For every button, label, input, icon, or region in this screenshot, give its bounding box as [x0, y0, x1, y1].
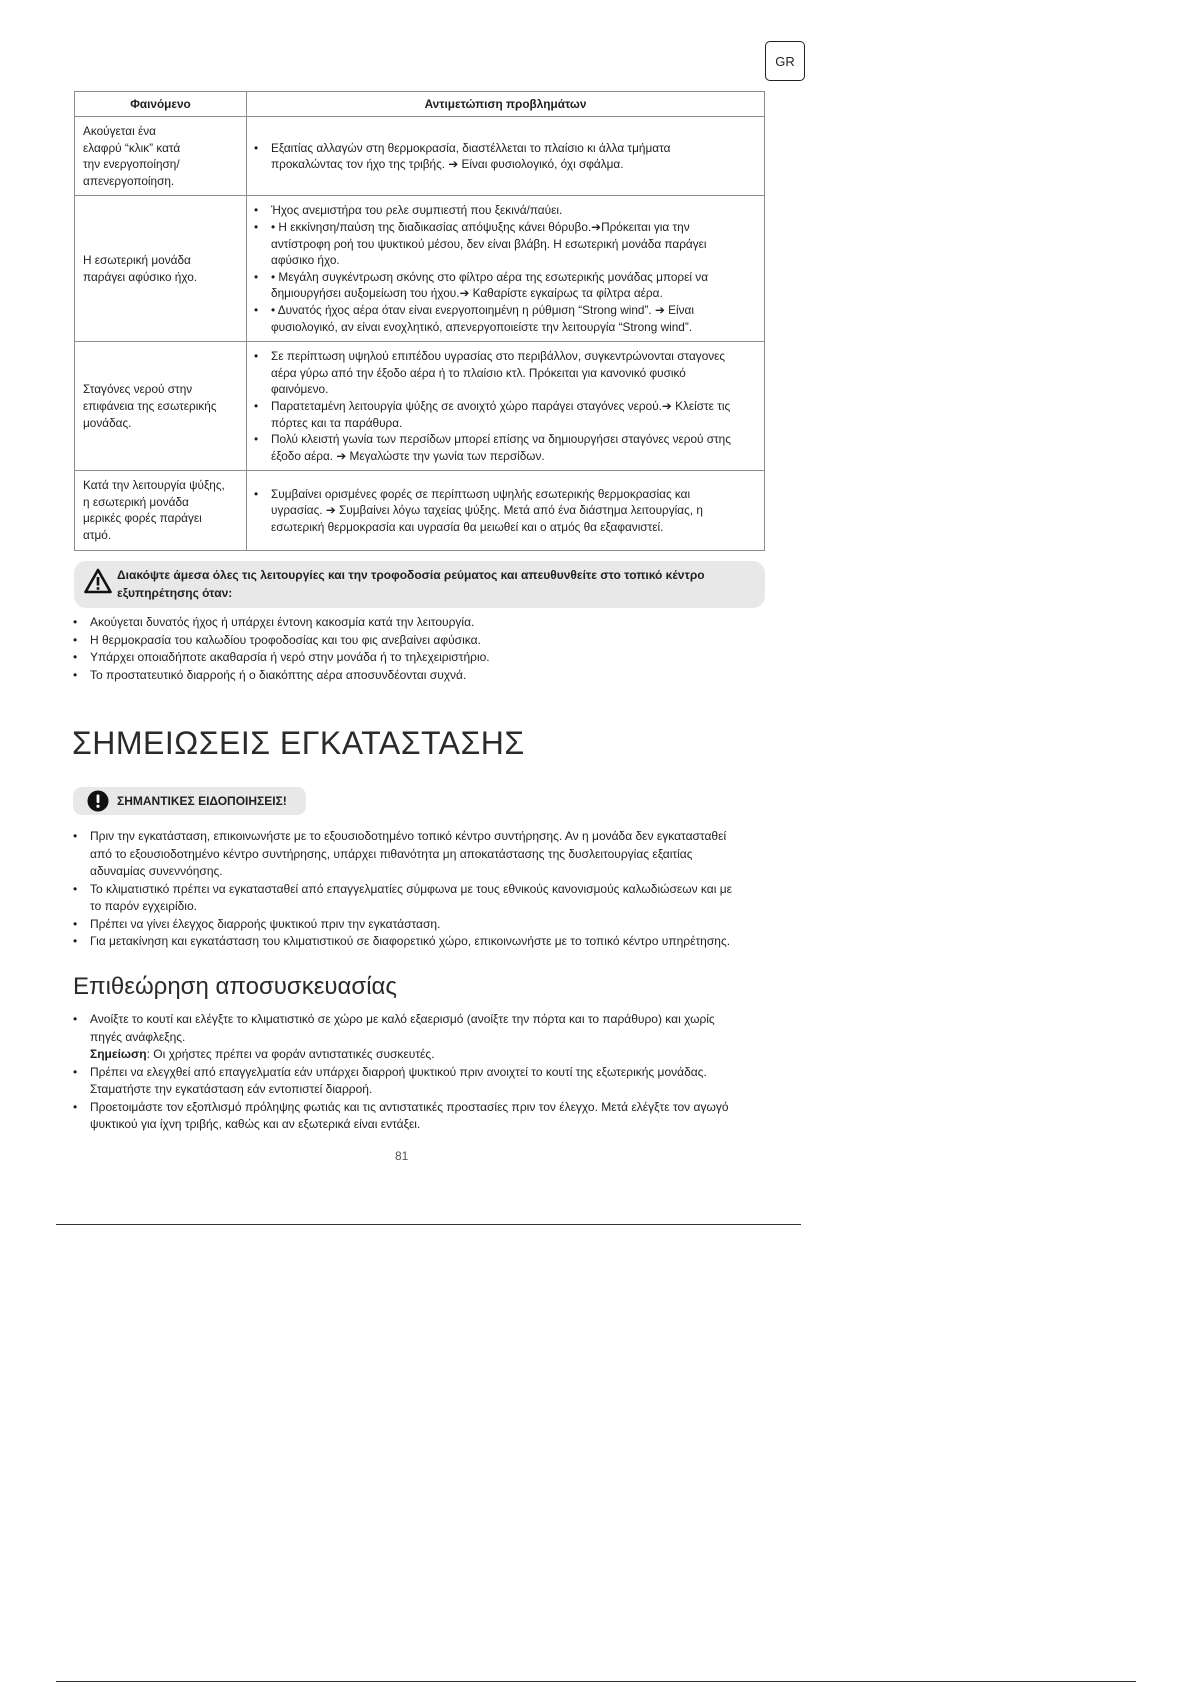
- text-line: Διακόψτε άμεσα όλες τις λειτουργίες και την τροφοδοσία ρεύματος και απευθυνθείτε στο τοπικό κέντρο: [117, 568, 705, 582]
- list-item: • Υπάρχει οποιαδήποτε ακαθαρσία ή νερό στην μονάδα ή το τηλεχειριστήριο.: [73, 649, 773, 667]
- text-line: πηγές ανάφλεξης.: [90, 1029, 186, 1044]
- page-divider: [56, 1224, 801, 1225]
- text-line: • Πολύ κλειστή γωνία των περσίδων μπορεί επίσης να δημιουργήσει σταγόνες νερού στης: [271, 432, 731, 447]
- text-line: αδυναμίας συνεννόησης.: [90, 864, 223, 878]
- installation-notes-list: [73, 828, 773, 951]
- notice-label: ΣΗΜΑΝΤΙΚΕΣ ΕΙΔΟΠΟΙΗΣΕΙΣ!: [117, 794, 287, 808]
- list-item: [73, 828, 773, 881]
- phenomenon-cell: [75, 117, 247, 196]
- phenomenon-cell: [75, 342, 247, 471]
- table-row: [75, 117, 765, 196]
- important-notice-badge: [73, 787, 306, 815]
- exclamation-circle-icon: [87, 790, 109, 812]
- text-line: • Σε περίπτωση υψηλού επιπέδου υγρασίας στο περιβάλλον, συγκεντρώνονται σταγονες: [271, 349, 726, 364]
- note-text: : Οι χρήστες πρέπει να φοράν αντιστατικές συσκευτές.: [146, 1047, 435, 1061]
- solution-item: [254, 219, 754, 269]
- text-line: • Παρατεταμένη λειτουργία ψύξης σε ανοιχτό χώρο παράγει σταγόνες νερού.➔ Κλείστε τις: [271, 398, 731, 413]
- warning-triangle-icon: [84, 568, 112, 594]
- warning-text: [117, 567, 747, 602]
- text-line: φυσιολογικό, αν είναι ενοχλητικό, απενεργοποιείστε την λειτουργία “Strong wind”.: [271, 319, 693, 334]
- text-line: υγρασίας. ➔ Συμβαίνει λόγω ταχείας ψύξης. Μετά από ένα διάστημα λειτουργίας, η: [271, 503, 703, 518]
- text-line: μονάδας.: [83, 415, 132, 430]
- solution-cell: [247, 196, 765, 342]
- text-line: • Πρέπει να ελεγχθεί από επαγγελματία εάν υπάρχει διαρροή ψυκτικού πριν ανοιχτεί το κουτί της εξωτερικής μονάδας.: [90, 1064, 707, 1079]
- text-line: • Εξαιτίας αλλαγών στη θερμοκρασία, διαστέλλεται το πλαίσιο κι άλλα τμήματα: [271, 140, 671, 155]
- table-header-row: [75, 92, 765, 117]
- text-line: φαινόμενο.: [271, 382, 329, 397]
- solution-item: [254, 302, 754, 335]
- text-line: • • Η εκκίνηση/παύση της διαδικασίας απόψυξης κάνει θόρυβο.➔Πρόκειται για την: [271, 219, 690, 234]
- table-row: [75, 196, 765, 342]
- text-line: • Πριν την εγκατάσταση, επικοινωνήστε με το εξουσιοδοτημένο τοπικό κέντρο συντήρησης. Αν η μονάδα δεν εγκατασταθεί: [90, 829, 727, 843]
- solution-cell: [247, 342, 765, 471]
- list-item: [73, 933, 773, 951]
- solution-item: [254, 140, 754, 173]
- text-line: την ενεργοποίηση/: [83, 157, 180, 172]
- solution-item: [254, 269, 754, 302]
- text-line: το παρόν εγχειρίδιο.: [90, 899, 197, 913]
- header-solution: Αντιμετώπιση προβλημάτων: [247, 92, 765, 117]
- header-phenomenon: Φαινόμενο: [75, 92, 247, 117]
- list-item: • Ακούγεται δυνατός ήχος ή υπάρχει έντονη κακοσμία κατά την λειτουργία.: [73, 614, 773, 632]
- phenomenon-cell: [75, 471, 247, 550]
- list-item: [73, 881, 773, 916]
- text-line: μερικές φορές παράγει: [83, 511, 202, 526]
- text-line: ψυκτικού για ίχνη τριβής, καθώς και αν εξωτερικά είναι εντάξει.: [90, 1117, 421, 1131]
- troubleshooting-table: [74, 91, 765, 551]
- text-line: Σταγόνες νερού στην: [83, 382, 193, 397]
- warning-list: [73, 614, 773, 684]
- text-line: Η εσωτερική μονάδα: [83, 253, 191, 268]
- list-item: [73, 1064, 773, 1099]
- list-item: • Η θερμοκρασία του καλωδίου τροφοδοσίας και του φις ανεβαίνει αφύσικα.: [73, 632, 773, 650]
- text-line: • Ήχος ανεμιστήρα του ρελε συμπιεστή που ξεκινά/παύει.: [271, 203, 563, 218]
- text-line: η εσωτερική μονάδα: [83, 494, 189, 509]
- solution-cell: [247, 117, 765, 196]
- text-line: ατμό.: [83, 528, 112, 543]
- solution-item: [254, 486, 754, 536]
- text-line: • Για μετακίνηση και εγκατάσταση του κλιματιστικού σε διαφορετικό χώρο, επικοινωνήστε με το τοπικό κέντρο υπηρέτησης.: [90, 934, 731, 948]
- text-line: • • Μεγάλη συγκέντρωση σκόνης στο φίλτρο αέρα της εσωτερικής μονάδας μπορεί να: [271, 269, 709, 284]
- list-item: • Το προστατευτικό διαρροής ή ο διακόπτης αέρα αποσυνδέονται συχνά.: [73, 667, 773, 685]
- text-line: Κατά την λειτουργία ψύξης,: [83, 478, 225, 493]
- text-line: πόρτες και τα παράθυρα.: [271, 415, 403, 430]
- subsection-title: Επιθεώρηση αποσυσκευασίας: [73, 973, 397, 1000]
- text-line: • Συμβαίνει ορισμένες φορές σε περίπτωση υψηλής εσωτερικής θερμοκρασίας και: [271, 486, 691, 501]
- unpacking-list: [73, 1011, 773, 1134]
- text-line: προκαλώντας τον ήχο της τριβής. ➔ Είναι φυσιολογικό, όχι σφάλμα.: [271, 157, 624, 172]
- section-title: ΣΗΜΕΙΩΣΕΙΣ ΕΓΚΑΤΑΣΤΑΣΗΣ: [72, 725, 525, 761]
- text-line: αντίστροφη ροή του ψυκτικού μέσου, δεν είναι βλάβη. Η εσωτερική μονάδα παράγει: [271, 236, 707, 251]
- solution-cell: [247, 471, 765, 550]
- list-item: [73, 916, 773, 934]
- text-line: • Το κλιματιστικό πρέπει να εγκατασταθεί από επαγγελματίες σύμφωνα με τους εθνικούς κανονισμούς καλωδιώσεων και με: [90, 881, 732, 896]
- table-row: [75, 342, 765, 471]
- text-line: Ακούγεται ένα: [83, 124, 156, 138]
- bottom-divider: [56, 1681, 1136, 1682]
- text-line: • Προετοιμάστε τον εξοπλισμό πρόληψης φωτιάς και τις αντιστατικές προστασίες πριν τον έλεγχο. Μετά ελέγξτε τον αγωγό: [90, 1099, 729, 1114]
- text-line: απενεργοποίηση.: [83, 173, 175, 188]
- text-line: αέρα γύρω από την έξοδο αέρα ή το πλαίσιο κτλ. Πρόκειται για κανονικό φυσικό: [271, 365, 686, 380]
- solution-item: [254, 202, 754, 219]
- text-line: έξοδο αέρα. ➔ Μεγαλώστε την γωνία των περσίδων.: [271, 448, 545, 463]
- note-label: Σημείωση: [90, 1047, 147, 1061]
- text-line: ελαφρύ “κλικ” κατά: [83, 140, 181, 155]
- text-line: παράγει αφύσικο ήχο.: [83, 269, 198, 284]
- text-line: από το εξουσιοδοτημένο κέντρο συντήρησης, υπάρχει πιθανότητα μη αποκατάστασης της δυσλειτουργίας εξαιτίας: [90, 846, 693, 861]
- solution-item: [254, 398, 754, 431]
- text-line: • • Δυνατός ήχος αέρα όταν είναι ενεργοποιημένη η ρύθμιση “Strong wind”. ➔ Είναι: [271, 302, 694, 317]
- text-line: • Ανοίξτε το κουτί και ελέγξτε το κλιματιστικό σε χώρο με καλό εξαερισμό (ανοίξτε την πόρτα και το παράθυρο) και χωρίς: [90, 1012, 715, 1026]
- warning-box: [74, 561, 765, 608]
- table-row: [75, 471, 765, 550]
- list-item: [73, 1011, 773, 1064]
- text-line: αφύσικο ήχο.: [271, 253, 340, 268]
- text-line: δημιουργήσει αυξομείωση του ήχου.➔ Καθαρίστε εγκαίρως τα φίλτρα αέρα.: [271, 286, 663, 301]
- phenomenon-cell: [75, 196, 247, 342]
- solution-item: [254, 431, 754, 464]
- language-label: GR: [775, 53, 795, 69]
- text-line: εσωτερική θερμοκρασία και υγρασία θα μειωθεί και ο ατμός θα εξαφανιστεί.: [271, 519, 664, 534]
- note-line: [90, 1046, 773, 1064]
- solution-item: [254, 348, 754, 398]
- text-line: εξυπηρέτησης όταν:: [117, 585, 233, 600]
- list-item: [73, 1099, 773, 1134]
- language-tab: [765, 41, 805, 81]
- text-line: επιφάνεια της εσωτερικής: [83, 398, 217, 413]
- text-line: • Πρέπει να γίνει έλεγχος διαρροής ψυκτικού πριν την εγκατάσταση.: [90, 916, 441, 931]
- text-line: Σταματήστε την εγκατάσταση εάν εντοπιστεί διαρροή.: [90, 1082, 373, 1096]
- page-number: 81: [395, 1149, 409, 1163]
